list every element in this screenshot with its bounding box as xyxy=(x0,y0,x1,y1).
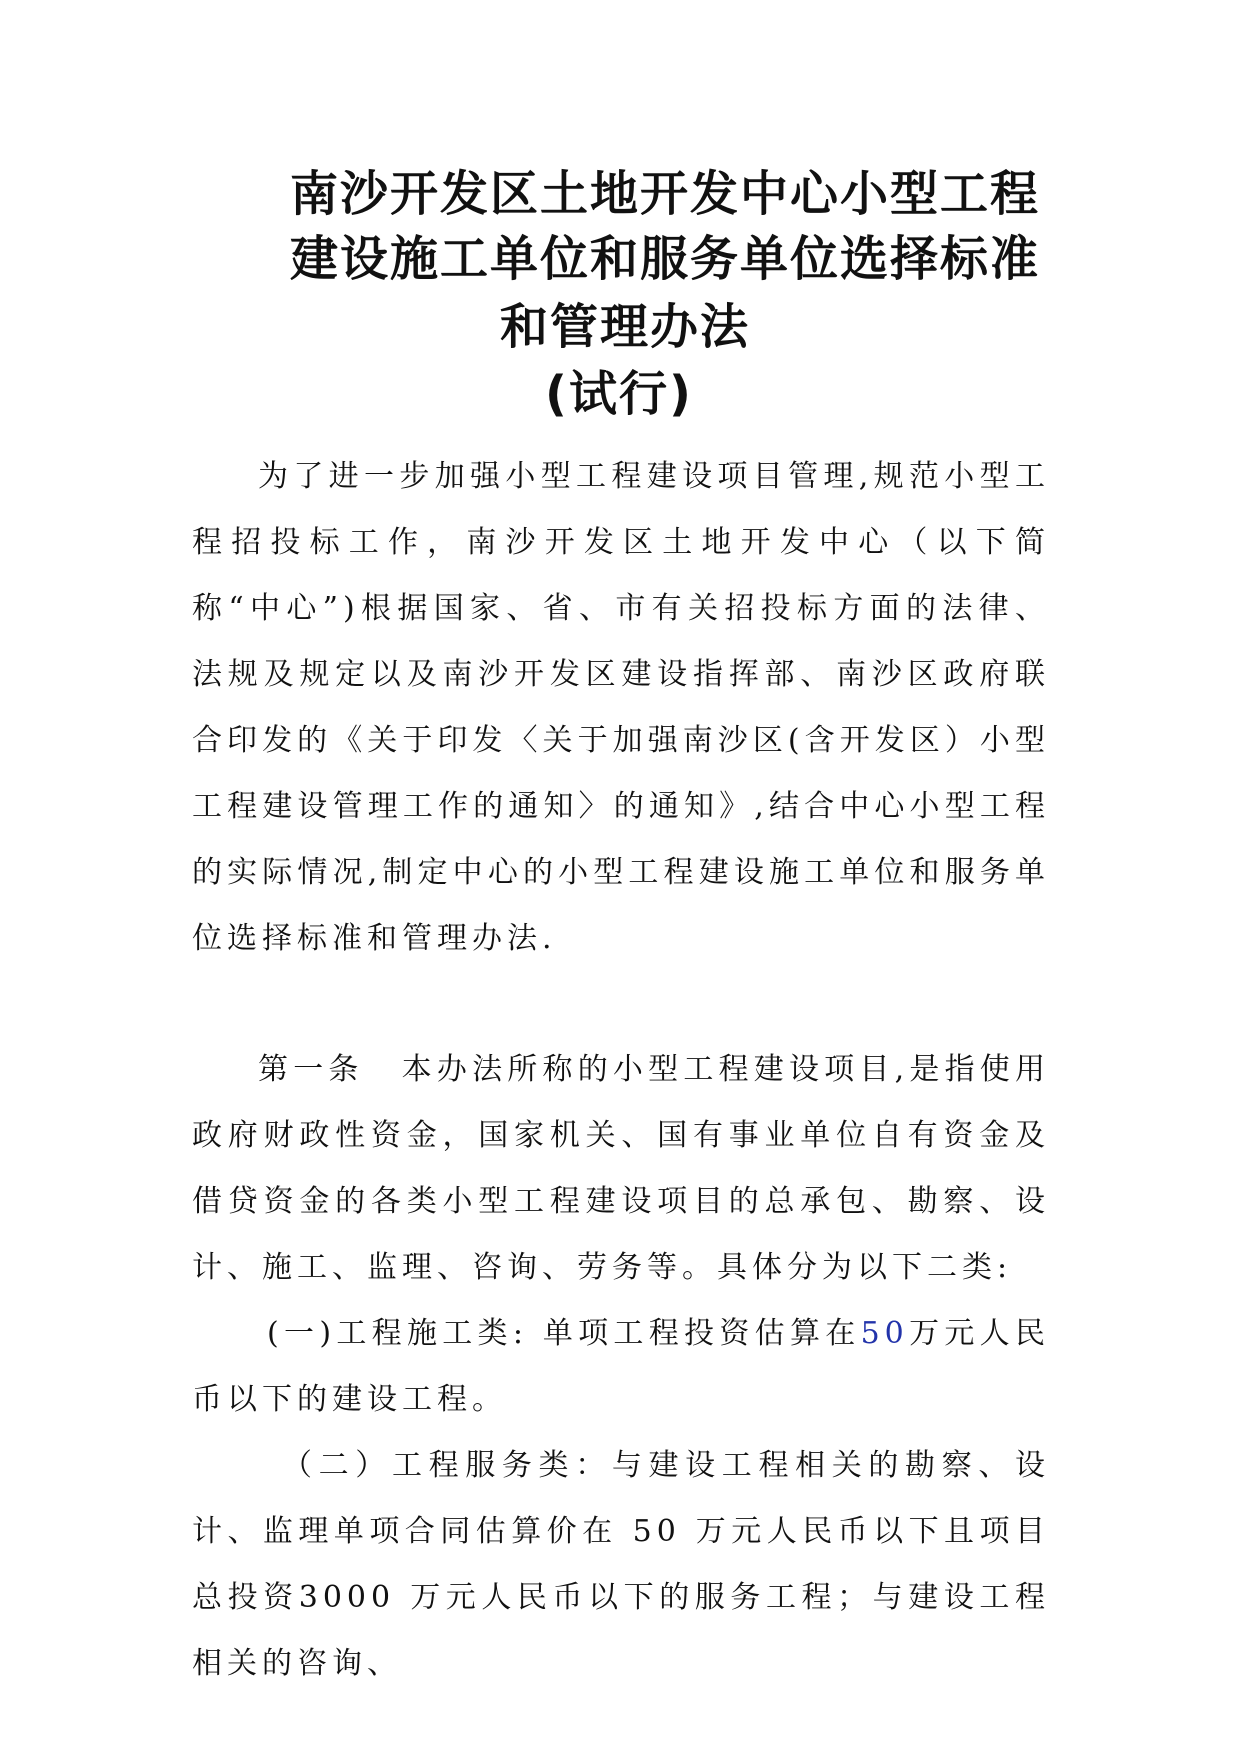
document-title-trial-note: (试行) xyxy=(545,366,693,422)
article-1-text: 本办法所称的小型工程建设项目,是指使用政府财政性资金，国家机关、国有事业单位自有资金及借贷资金的各类小型工程建设项目的总承包、勘察、设计、施工、监理、咨询、劳务等。具体分为以下二类: xyxy=(192,1052,1050,1285)
article-1-paragraph xyxy=(192,1037,1050,1301)
article-1-number: 第一条 xyxy=(258,1052,364,1087)
item-2-paragraph: （二）工程服务类：与建设工程相关的勘察、设计、监理单项合同估算价在 50 万元人民币以下且项目总投资3000 万元人民币以下的服务工程；与建设工程相关的咨询、 xyxy=(192,1448,1050,1681)
intro-paragraph: 为了进一步加强小型工程建设项目管理,规范小型工程招投标工作，南沙开发区土地开发中心（以下简称“中心”)根据国家、省、市有关招投标方面的法律、法规及规定以及南沙开发区建设指挥部、南沙区政府联合印发的《关于印发〈关于加强南沙区(含开发区）小型工程建设管理工作的通知〉的通知》,结合中心小型工程的实际情况,制定中心的小型工程建设施工单位和服务单位选择标准和管理办法. xyxy=(192,459,1050,956)
item-1-prefix: (一)工程施工类: 单项工程投资估算在 xyxy=(267,1316,861,1351)
document-title-line-1: 南沙开发区土地开发中心小型工程 xyxy=(290,166,1041,222)
document-title-line-2: 建设施工单位和服务单位选择标准 xyxy=(290,231,1041,287)
item-1-amount: 50 xyxy=(860,1316,909,1351)
item-1-paragraph xyxy=(192,1301,1050,1433)
item-1-suffix: 万元人民币以下的建设工程。 xyxy=(192,1316,1050,1417)
document-title-line-3: 和管理办法 xyxy=(500,299,751,355)
